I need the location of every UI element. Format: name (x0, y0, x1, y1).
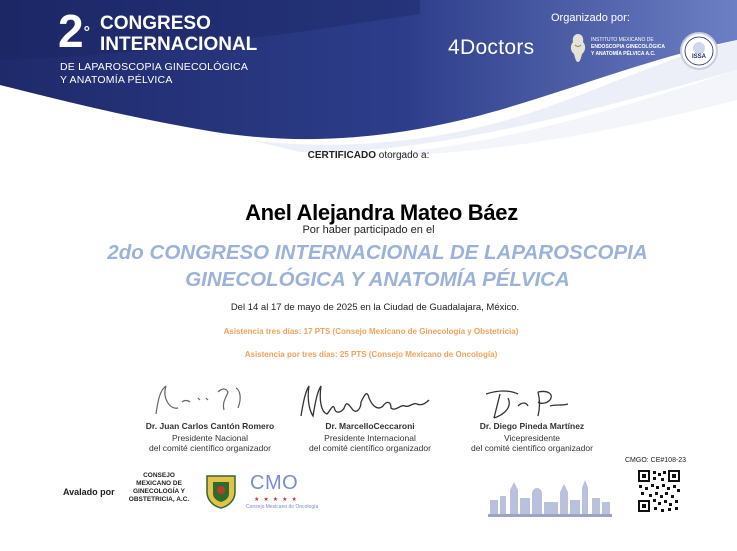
signatory-2-role2: del comité científico organizador (309, 443, 431, 453)
cmo-stars: ★★★★★ (254, 497, 301, 503)
imega-logo (569, 33, 673, 65)
council-text (118, 472, 200, 504)
cmgo-code: CMGO: CE#108-23 (625, 457, 687, 464)
points-line1: Asistencia tres días: 17 PTS (Consejo Mexicano de Ginecología y Obstetricia) (223, 327, 519, 336)
signatory-2 (290, 421, 450, 453)
event-title-line2: GINECOLÓGICA Y ANATOMÍA PÉLVICA (185, 268, 570, 291)
issa-seal (680, 32, 718, 70)
org-4doctors-text: 4Doctors (448, 36, 535, 59)
signature-ceccaroni (295, 380, 445, 424)
certificate-label-rest: otorgado a: (375, 150, 430, 161)
issa-seal-icon (682, 34, 716, 68)
qr-code (637, 469, 681, 513)
council-line4: OBSTETRICIA, A.C. (128, 496, 190, 503)
event-title-line1: 2do CONGRESO INTERNACIONAL DE LAPAROSCOPIA (107, 241, 648, 264)
signatory-1-role2: del comité científico organizador (149, 443, 271, 453)
signature-pineda (478, 384, 578, 424)
city-skyline-illustration (488, 470, 612, 518)
cmo-name: Consejo Mexicano de Oncología (246, 504, 319, 510)
imega-figure-icon (569, 33, 587, 63)
title-line2: INTERNACIONAL (100, 34, 258, 55)
signatory-2-name: Dr. MarcelloCeccaroni (325, 421, 415, 431)
points-line2: Asistencia por tres días: 25 PTS (Consejo Mexicano de Oncología) (244, 350, 498, 359)
signatory-2-role1: Presidente Internacional (324, 433, 416, 443)
signatory-3-role1: Vicepresidente (503, 433, 561, 443)
degree-symbol: ° (83, 24, 90, 41)
endorsed-by-label: Avalado por (63, 487, 115, 497)
participation-reason: Por haber participado en el (302, 224, 435, 236)
title-line1: CONGRESO (100, 13, 211, 34)
imega-line1: INSTITUTO MEXICANO DE (591, 37, 654, 43)
cmo-logo (246, 472, 320, 512)
certificate-label (0, 150, 737, 161)
organized-by-label: Organizado por: (551, 12, 630, 24)
council-line1: CONSEJO (143, 472, 175, 479)
signatory-3 (452, 421, 612, 453)
edition-number (58, 5, 90, 57)
org-4doctors-logo (448, 36, 534, 60)
council-line2: MEXICANO DE (136, 480, 182, 487)
cmo-acronym: CMO (250, 472, 299, 494)
issa-text: ISSA (691, 54, 706, 60)
imega-line2: ENDOSCOPIA GINECOLÓGICA (591, 44, 665, 50)
subtitle-line2: Y ANATOMÍA PÉLVICA (60, 74, 173, 86)
signatory-1-role1: Presidente Nacional (171, 433, 249, 443)
event-dates: Del 14 al 17 de mayo de 2025 en la Ciudad de Guadalajara, México. (230, 302, 520, 313)
recipient-name: Anel Alejandra Mateo Báez (245, 200, 518, 225)
signature-canton (148, 380, 268, 422)
council-emblem-icon (203, 470, 239, 510)
signatory-1-name: Dr. Juan Carlos Cantón Romero (145, 421, 275, 431)
edition-number-text: 2 (58, 5, 84, 57)
council-line3: GINECOLOGÍA Y (132, 488, 185, 495)
imega-line3: Y ANATOMÍA PÉLVICA A.C. (591, 51, 656, 57)
certificate-label-bold: CERTIFICADO (307, 150, 376, 161)
signatory-3-role2: del comité científico organizador (471, 443, 593, 453)
signatory-1 (130, 421, 290, 453)
subtitle-line1: DE LAPAROSCOPIA GINECOLÓGICA (60, 61, 249, 73)
signatory-3-name: Dr. Diego Pineda Martínez (479, 421, 585, 431)
